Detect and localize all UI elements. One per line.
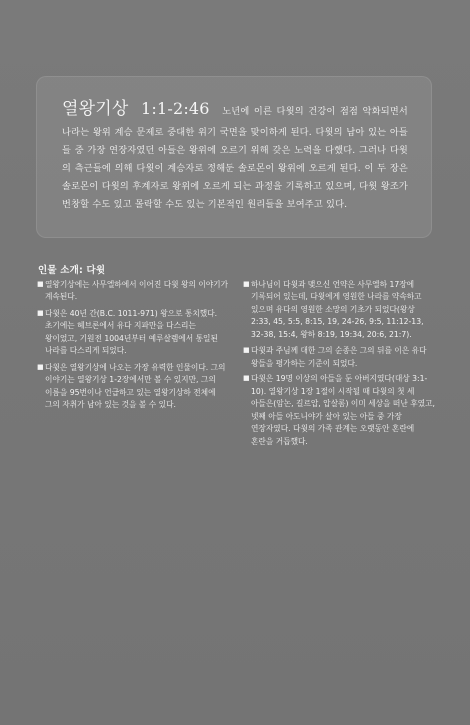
right-column [243,279,436,452]
list-item-text: 다윗은 40년 간(B.C. 1011-971) 왕으로 통치했다. 초기에는 헤브론에서 유다 지파만을 다스리는 왕이었고, 기원전 1004년부터 예루살렘에서 통일된 나라를 다스리게 되었다. [45,308,218,356]
list-item [37,308,230,358]
book-title: 열왕기상 [62,99,129,119]
list-item-text: 열왕기상에는 사무엘하에서 이어진 다윗 왕의 이야기가 계속된다. [45,280,229,302]
bullet-square-icon: ■ [243,374,250,383]
intro-text-block [62,93,408,214]
list-item [243,373,436,448]
list-item [37,362,230,412]
list-item [243,345,436,370]
list-item-text: 다윗과 주님께 대한 그의 순종은 그의 뒤를 이은 유다 왕들을 평가하는 기준이 되었다. [251,346,427,368]
left-column [37,279,230,416]
bullet-square-icon: ■ [37,308,44,317]
bullet-square-icon: ■ [243,280,250,288]
list-item-text: 하나님이 다윗과 맺으신 언약은 사무엘하 17장에 기록되어 있는데, 다윗에게 영원한 나라를 약속하고 있으며 유다의 영원한 소망의 기초가 되었다(왕상 2:33, 45, 5:5, 8:15, 19, 24-26, 9:5, 11:12-13, 32-38, 15:4, 왕하 8:19, 19:34, 20:6, 21:7). [251,280,424,339]
list-item [37,279,230,304]
bullet-square-icon: ■ [37,280,44,288]
list-item-text: 다윗은 19명 이상의 아들을 둔 아버지였다(대상 3:1-10). 열왕기상 1장 1절이 시작될 때 다윗의 첫 세 아들은(암논, 길르압, 압살롬) 이미 세상을 떠난 후였고, 넷째 아들 아도니야가 살아 있는 아들 중 가장 연장자였다. 다윗의 가족 관계는 오랫동안 혼란에 혼란을 거듭했다. [251,374,435,446]
bullet-square-icon: ■ [37,362,44,371]
list-item [243,279,436,341]
intro-paragraph: 노년에 이른 다윗의 건강이 점점 악화되면서 나라는 왕위 계승 문제로 중대한 위기 국면을 맞이하게 된다. 다윗의 남아 있는 아들들 중 가장 연장자였던 아들은 왕위에 오르기 위해 갖은 노력을 다했다. 그러나 다윗의 측근들에 의해 다윗이 계승자로 정해둔 솔로몬이 왕위에 오르게 된다. 이 두 장은 솔로몬이 다윗의 후계자로 왕위에 오르게 되는 과정을 기록하고 있으며, 다윗 왕조가 번창할 수도 있고 몰락할 수도 있는 기본적인 원리들을 보여주고 있다. [62,106,408,210]
people-heading: 인물 소개: 다윗 [38,265,106,276]
list-item-text: 다윗은 열왕기상에 나오는 가장 유력한 인물이다. 그의 이야기는 열왕기상 1-2장에서만 볼 수 있지만, 그의 이름을 95번이나 언급하고 있는 열왕기상하 전체에 그의 자취가 남아 있는 것을 볼 수 있다. [45,362,226,410]
bullet-square-icon: ■ [243,346,250,355]
chapter-range: 1:1-2:46 [141,99,210,118]
